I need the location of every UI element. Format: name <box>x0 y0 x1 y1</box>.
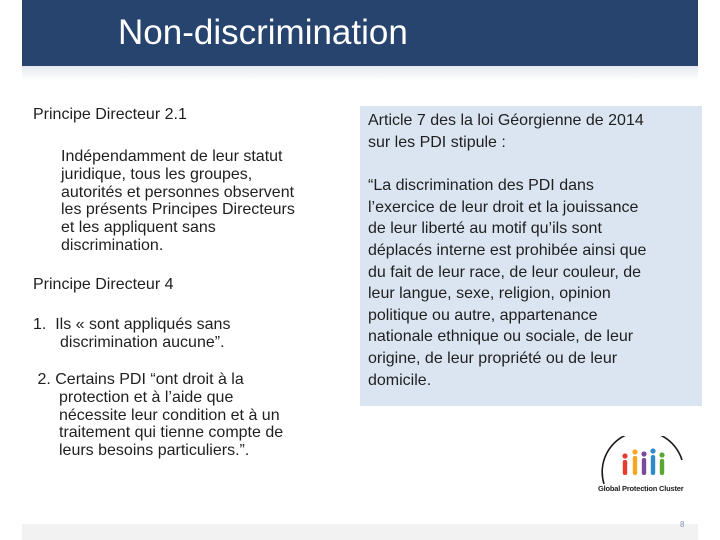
text-line: discrimination. <box>61 236 164 254</box>
text-line: sur les PDI stipule : <box>368 133 506 151</box>
text-line: 2. Certains PDI “ont droit à la <box>33 371 244 388</box>
text-line: nécessite leur condition et à un <box>59 406 280 424</box>
logo-text: Global Protection Cluster <box>598 484 684 493</box>
text-line: autorités et personnes observent <box>61 183 295 201</box>
text-line: leurs besoins particuliers.”. <box>59 442 250 460</box>
list-item-2 <box>33 371 283 460</box>
text-line: origine, de leur propriété ou de leur <box>368 349 618 367</box>
text-line: nationale ethnique ou sociale, de leur <box>368 328 634 346</box>
text-line: du fait de leur race, de leur couleur, de <box>368 263 642 281</box>
title-bar <box>22 0 698 66</box>
text-line: politique ou autre, appartenance <box>368 306 598 324</box>
footer-bar <box>22 524 698 540</box>
text-line: protection et à l’aide que <box>59 388 234 406</box>
title-shadow <box>22 66 698 80</box>
slide-title: Non-discrimination <box>118 13 408 52</box>
text-line: discrimination aucune”. <box>60 333 225 351</box>
quote-text <box>368 110 698 391</box>
heading-principe-4: Principe Directeur 4 <box>33 276 174 293</box>
text-line: déplacés interne est prohibée ainsi que <box>368 241 647 259</box>
quote-panel <box>360 106 702 406</box>
text-line: 1. Ils « sont appliqués sans <box>33 316 231 333</box>
text-line: l’exercice de leur droit et la jouissance <box>368 198 639 216</box>
heading-principe-2-1: Principe Directeur 2.1 <box>33 106 187 123</box>
text-line: et les appliquent sans <box>61 219 216 237</box>
text-line: juridique, tous les groupes, <box>61 165 253 183</box>
text-line: Indépendamment de leur statut <box>61 148 283 165</box>
text-line: domicile. <box>368 371 432 389</box>
paragraph-principe-2-1 <box>61 148 295 255</box>
page-number: 8 <box>680 520 685 529</box>
text-line: leur langue, sexe, religion, opinion <box>368 285 611 303</box>
text-line: Article 7 des la loi Géorgienne de 2014 <box>368 112 644 129</box>
text-line: de leur liberté au motif qu’ils sont <box>368 220 602 238</box>
text-line: “La discrimination des PDI dans <box>368 177 594 195</box>
text-line: traitement qui tienne compte de <box>59 424 284 442</box>
text-line: les présents Principes Directeurs <box>61 201 295 219</box>
list-item-1 <box>33 316 230 352</box>
